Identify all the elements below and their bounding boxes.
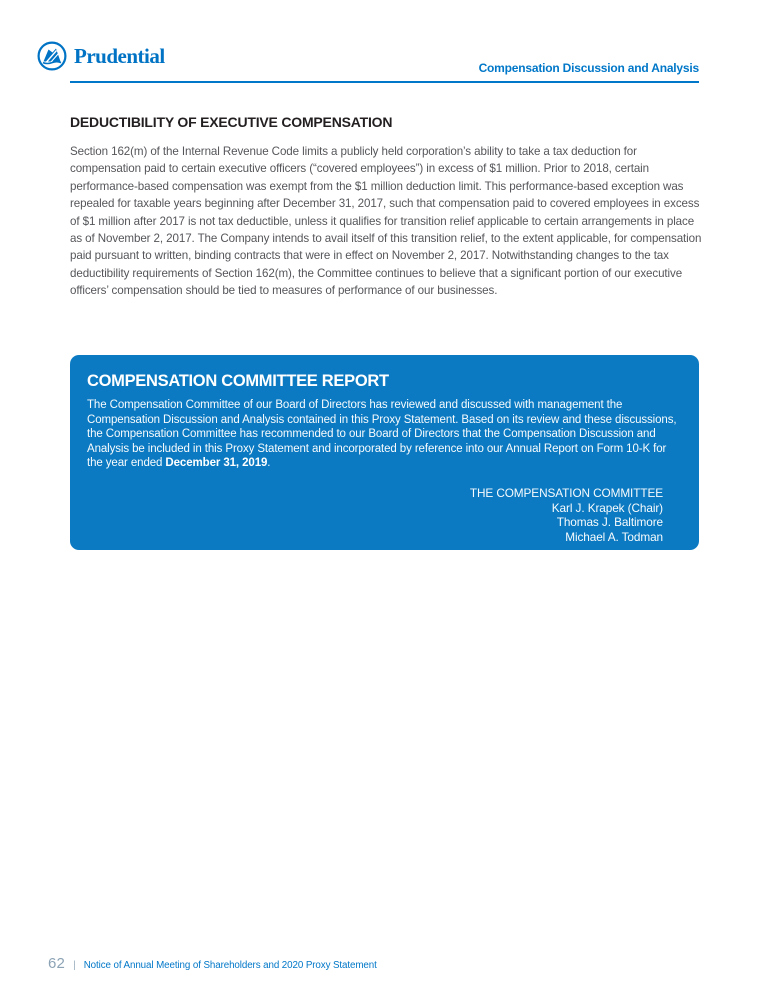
page-number: 62	[48, 955, 66, 972]
signoff-member-chair: Karl J. Krapek (Chair)	[551, 500, 663, 515]
page-footer	[48, 955, 377, 972]
report-signoff	[87, 486, 681, 544]
prudential-wordmark: Prudential	[74, 43, 165, 68]
footer-text: Notice of Annual Meeting of Shareholders and 2020 Proxy Statement	[83, 960, 377, 971]
signoff-member: Michael A. Todman	[565, 529, 663, 544]
signoff-member: Thomas J. Baltimore	[556, 515, 663, 530]
report-box-body-bold-date: December 31, 2019	[165, 457, 268, 470]
report-box-body-text: The Compensation Committee of our Board of Directors has reviewed and discussed with management the Compensation Discussion and Analysis contained in this Proxy Statement. Based on its review and these discussions, the Compensation Committee has recommended to our Board of Directors that the Compensation Discussion and Analysis be included in this Proxy Statement and incorporated by reference into our Annual Report on Form 10-K for the year ended	[87, 399, 677, 470]
body-paragraph: Section 162(m) of the Internal Revenue Code limits a publicly held corporation’s ability to take a tax deduction for compensation paid to certain executive officers (“covered employees”) in excess of $1 million. Prior to 2018, certain performance-based compensation was exempt from the $1 million deduction limit. This performance-based exception was repealed for taxable years beginning after December 31, 2017, such that compensation paid to covered employees in excess of $1 million after 2017 is not tax deductible, unless it qualifies for transition relief applicable to certain arrangements in place as of November 2, 2017. The Company intends to avail itself of this transition relief, to the extent applicable, for compensation paid pursuant to written, binding contracts that were in effect on November 2, 2017. Notwithstanding changes to the tax deductibility requirements of Section 162(m), the Committee continues to believe that a significant portion of our executive officers’ compensation should be tied to measures of performance of our businesses.	[70, 145, 702, 298]
report-box-body-period: .	[267, 457, 271, 470]
running-header-title: Compensation Discussion and Analysis	[478, 61, 699, 75]
prudential-rock-icon	[37, 41, 67, 71]
compensation-committee-report-box	[70, 355, 699, 550]
signoff-committee-name: THE COMPENSATION COMMITTEE	[469, 485, 663, 500]
report-box-title: COMPENSATION COMMITTEE REPORT	[87, 372, 389, 390]
section-heading: DEDUCTIBILITY OF EXECUTIVE COMPENSATION	[70, 114, 393, 130]
prudential-logo	[37, 41, 165, 71]
header-rule	[70, 81, 699, 83]
footer-separator: |	[73, 960, 76, 971]
report-box-body	[87, 398, 681, 471]
